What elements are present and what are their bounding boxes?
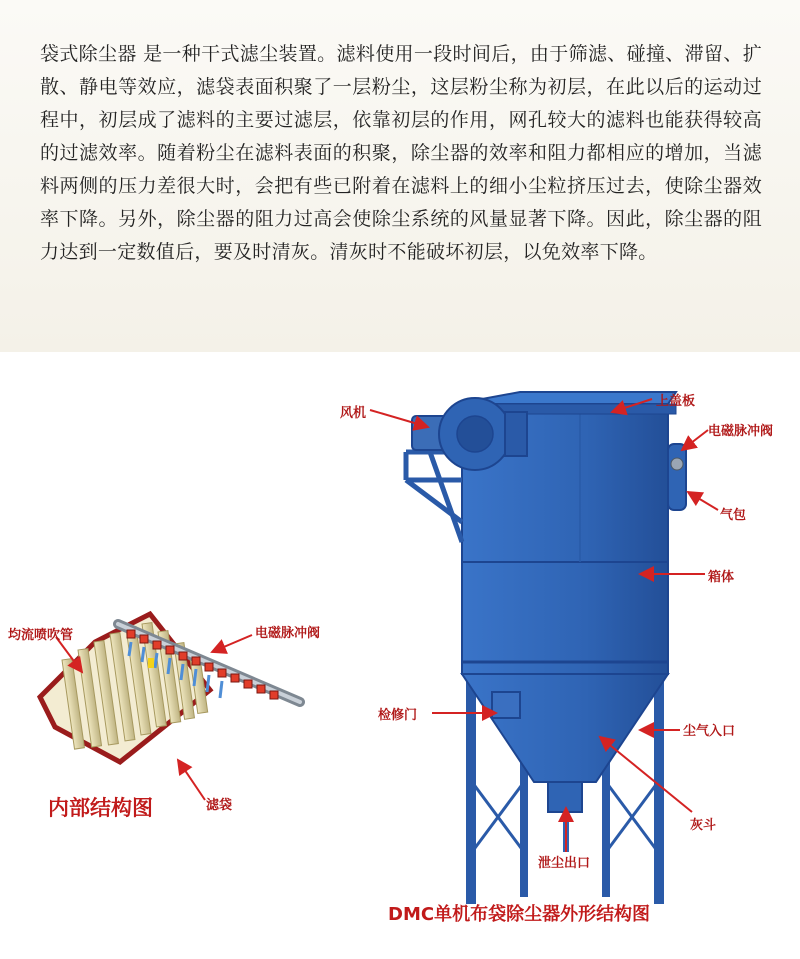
label-filter-bag: 滤袋	[206, 798, 233, 813]
dmc-caption: DMC单机布袋除尘器外形结构图	[388, 904, 651, 925]
label-outer-pulse-valve: 电磁脉冲阀	[708, 424, 774, 439]
label-top-cover: 上盖板	[656, 394, 696, 409]
label-box: 箱体	[708, 570, 735, 585]
label-nozzle-pipe: 均流喷吹管	[8, 628, 74, 643]
label-inspection-door: 检修门	[378, 708, 418, 723]
inner-structure-caption: 内部结构图	[48, 796, 153, 820]
intro-panel	[0, 0, 800, 352]
label-dust-outlet: 泄尘出口	[538, 856, 591, 871]
label-inner-pulse-valve: 电磁脉冲阀	[255, 626, 321, 641]
label-hopper: 灰斗	[690, 818, 717, 833]
label-air-tank: 气包	[720, 508, 747, 523]
label-fan: 风机	[340, 406, 367, 421]
diagram-illustration	[0, 352, 800, 959]
intro-paragraph: 袋式除尘器 是一种干式滤尘装置。滤料使用一段时间后，由于筛滤、碰撞、滞留、扩散、静电等效应，滤袋表面积聚了一层粉尘，这层粉尘称为初层，在此以后的运动过程中，初层成了滤料的主要过滤层，依靠初层的作用，网孔较大的滤料也能获得较高的过滤效率。随着粉尘在滤料表面的积聚，除尘器的效率和阻力都相应的增加，当滤料两侧的压力差很大时，会把有些已附着在滤料上的细小尘粒挤压过去，使除尘器效率下降。另外，除尘器的阻力过高会使除尘系统的风量显著下降。因此，除尘器的阻力达到一定数值后，要及时清灰。清灰时不能破坏初层，以免效率下降。	[40, 43, 762, 263]
label-air-inlet: 尘气入口	[683, 724, 736, 739]
dmc-machine-illustration	[406, 392, 686, 904]
diagram-area	[0, 352, 800, 959]
